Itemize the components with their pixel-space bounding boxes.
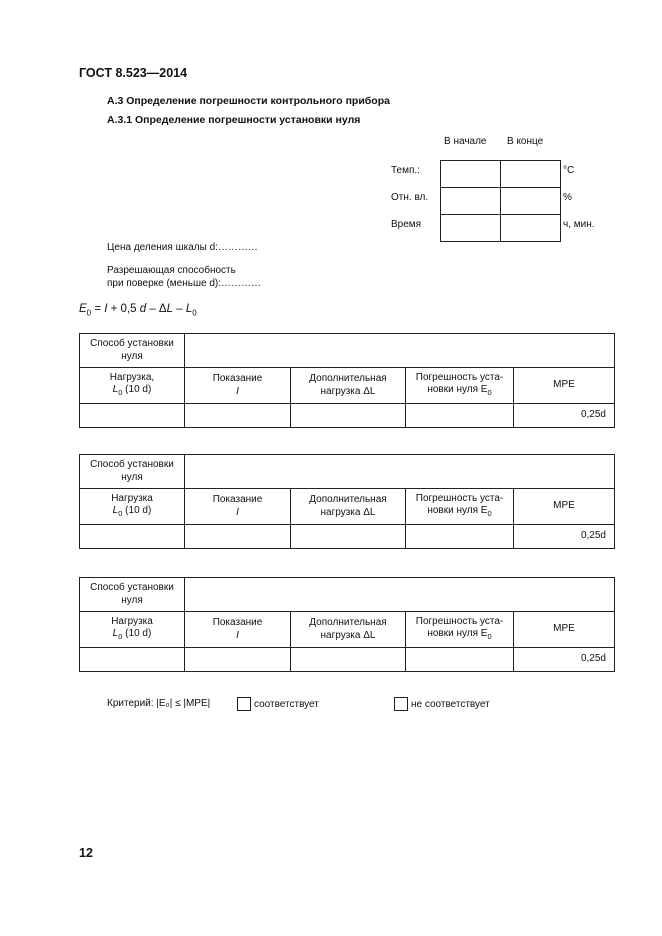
load-cell[interactable]: [80, 648, 185, 672]
time-end-cell[interactable]: [501, 215, 561, 242]
load-cell[interactable]: [80, 404, 185, 428]
humidity-start-cell[interactable]: [441, 188, 501, 215]
formula: $E_0 = I + 0,5$ d – ΔL – $L_0$: [79, 303, 197, 318]
zero-method-label: Способ установки нуля: [80, 578, 185, 612]
document-id: ГОСТ 8.523—2014: [79, 66, 188, 80]
zero-method-input[interactable]: [185, 578, 615, 612]
mpe-value: 0,25d: [514, 525, 615, 549]
zero-error-cell[interactable]: [406, 525, 514, 549]
zero-method-label: Способ установки нуля: [80, 334, 185, 368]
reading-cell[interactable]: [185, 404, 291, 428]
fail-checkbox[interactable]: [394, 697, 408, 711]
col-additional-load: Дополнительная нагрузка ΔL: [291, 489, 406, 525]
env-label-time: Время: [391, 219, 422, 230]
additional-load-cell[interactable]: [291, 404, 406, 428]
col-additional-load: Дополнительная нагрузка ΔL: [291, 612, 406, 648]
col-zero-error: Погрешность уста- новки нуля $E_0$: [406, 489, 514, 525]
col-load: Нагрузка $L_0$ (10 d): [80, 489, 185, 525]
zero-method-label: Способ установки нуля: [80, 455, 185, 489]
env-label-temp: Темп.:: [391, 165, 420, 176]
temp-start-cell[interactable]: [441, 161, 501, 188]
environment-grid: [440, 160, 561, 242]
resolution-line-1: Разрешающая способность: [107, 265, 236, 276]
zero-setting-table-1: [79, 333, 615, 428]
load-cell[interactable]: [80, 525, 185, 549]
temp-end-cell[interactable]: [501, 161, 561, 188]
col-reading: Показание I: [185, 612, 291, 648]
col-zero-error: Погрешность уста- новки нуля $E_0$: [406, 368, 514, 404]
col-reading: Показание I: [185, 489, 291, 525]
col-load: Нагрузка $L_0$ (10 d): [80, 612, 185, 648]
pass-label: соответствует: [254, 699, 319, 710]
zero-error-cell[interactable]: [406, 648, 514, 672]
resolution-line-2: при поверке (меньше d):…………: [107, 278, 261, 289]
subsection-title: А.3.1 Определение погрешности установки нуля: [107, 114, 361, 126]
col-additional-load: Дополнительная нагрузка ΔL: [291, 368, 406, 404]
zero-method-input[interactable]: [185, 455, 615, 489]
col-load: Нагрузка, $L_0$ (10 d): [80, 368, 185, 404]
pass-checkbox[interactable]: [237, 697, 251, 711]
env-unit-temp: °С: [563, 165, 575, 176]
col-reading: Показание I: [185, 368, 291, 404]
criteria-label: Критерий: |E₀| ≤ |MPE|: [107, 698, 211, 709]
col-zero-error: Погрешность уста- новки нуля $E_0$: [406, 612, 514, 648]
humidity-end-cell[interactable]: [501, 188, 561, 215]
mpe-value: 0,25d: [514, 404, 615, 428]
mpe-value: 0,25d: [514, 648, 615, 672]
env-col-start: В начале: [444, 136, 487, 147]
env-unit-time: ч, мин.: [563, 219, 595, 230]
zero-error-cell[interactable]: [406, 404, 514, 428]
col-mpe: MPE: [514, 368, 615, 404]
additional-load-cell[interactable]: [291, 648, 406, 672]
section-title: А.3 Определение погрешности контрольного прибора: [107, 95, 390, 107]
fail-label: не соответствует: [411, 699, 490, 710]
zero-setting-table-3: [79, 577, 615, 672]
time-start-cell[interactable]: [441, 215, 501, 242]
page-number: 12: [79, 846, 93, 860]
reading-cell[interactable]: [185, 648, 291, 672]
env-unit-humidity: %: [563, 192, 572, 203]
additional-load-cell[interactable]: [291, 525, 406, 549]
col-mpe: MPE: [514, 489, 615, 525]
col-mpe: MPE: [514, 612, 615, 648]
zero-method-input[interactable]: [185, 334, 615, 368]
env-label-humidity: Отн. вл.: [391, 192, 429, 203]
reading-cell[interactable]: [185, 525, 291, 549]
scale-division: Цена деления шкалы d:…………: [107, 242, 258, 253]
env-col-end: В конце: [507, 136, 544, 147]
zero-setting-table-2: [79, 454, 615, 549]
